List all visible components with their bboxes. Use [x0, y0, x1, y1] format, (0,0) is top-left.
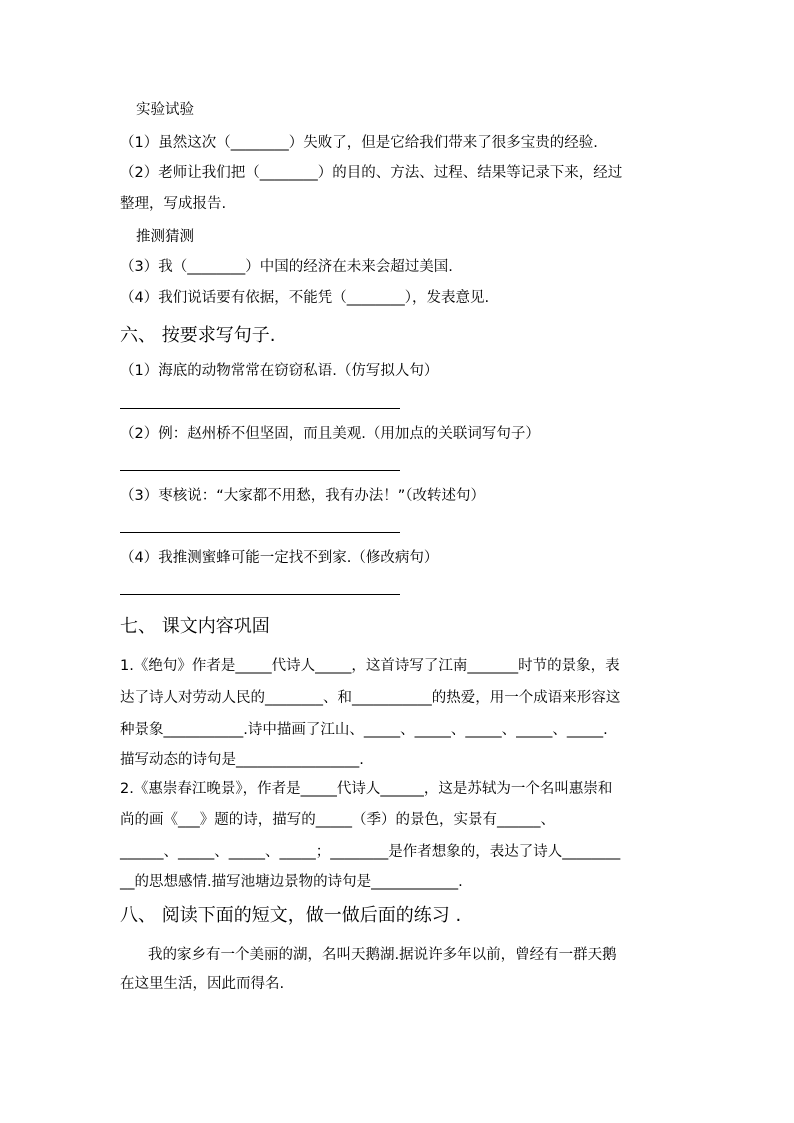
section-6-item-2: （2）例：赵州桥不但坚固，而且美观.（用加点的关联词写句子） [120, 426, 540, 442]
part5-question-3: （3）我（________）中国的经济在未来会超过美国. [120, 259, 453, 275]
part5-question-2-cont: 整理，写成报告. [120, 196, 227, 212]
section-8-heading: 八、 阅读下面的短文，做一做后面的练习 . [120, 905, 462, 926]
section-7-line: ______、_____、_____、_____；________是作者想象的，表达了诗人________ [120, 844, 621, 860]
answer-line-2[interactable] [120, 470, 400, 471]
section-7-line: 尚的画《___》题的诗，描写的_____（季）的景色，实景有______、 [120, 812, 555, 828]
reading-paragraph-line-2: 在这里生活，因此而得名. [120, 976, 285, 992]
section-7-line: 1.《绝句》作者是_____代诗人_____，这首诗写了江南_______时节的景象，表 [120, 658, 620, 674]
part5-question-2: （2）老师让我们把（________）的目的、方法、过程、结果等记录下来，经过 [120, 165, 623, 181]
part5-question-1: （1）虽然这次（________）失败了，但是它给我们带来了很多宝贵的经验. [120, 135, 598, 151]
reading-paragraph-line-1: 我的家乡有一个美丽的湖，名叫天鹅湖.据说许多年以前，曾经有一群天鹅 [148, 947, 617, 963]
part5-question-4: （4）我们说话要有依据，不能凭（________），发表意见. [120, 290, 490, 306]
section-6-item-3: （3）枣核说：“大家都不用愁，我有办法！”（改转述句） [120, 488, 485, 504]
part5-word-pair-2: 推测猜测 [136, 229, 194, 245]
section-7-line: 2.《惠崇春江晚景》，作者是_____代诗人______，这是苏轼为一个名叫惠崇和 [120, 781, 613, 797]
section-6-heading: 六、 按要求写句子. [120, 325, 276, 346]
answer-line-1[interactable] [120, 408, 400, 409]
section-7-line: 描写动态的诗句是_________________. [120, 752, 364, 768]
answer-line-3[interactable] [120, 532, 400, 533]
section-6-item-1: （1）海底的动物常常在窃窃私语.（仿写拟人句） [120, 363, 439, 379]
answer-line-4[interactable] [120, 594, 400, 595]
section-7-line: 种景象___________.诗中描画了江山、_____、_____、_____、_____、_____. [120, 722, 608, 738]
section-7-heading: 七、 课文内容巩固 [120, 616, 270, 637]
section-7-line: 达了诗人对劳动人民的________、和___________的热爱，用一个成语来形容这 [120, 690, 621, 706]
part5-word-pair-1: 实验试验 [136, 102, 194, 118]
section-6-item-4: （4）我推测蜜蜂可能一定找不到家.（修改病句） [120, 550, 439, 566]
section-7-line: __的思想感情.描写池塘边景物的诗句是____________. [120, 874, 463, 890]
